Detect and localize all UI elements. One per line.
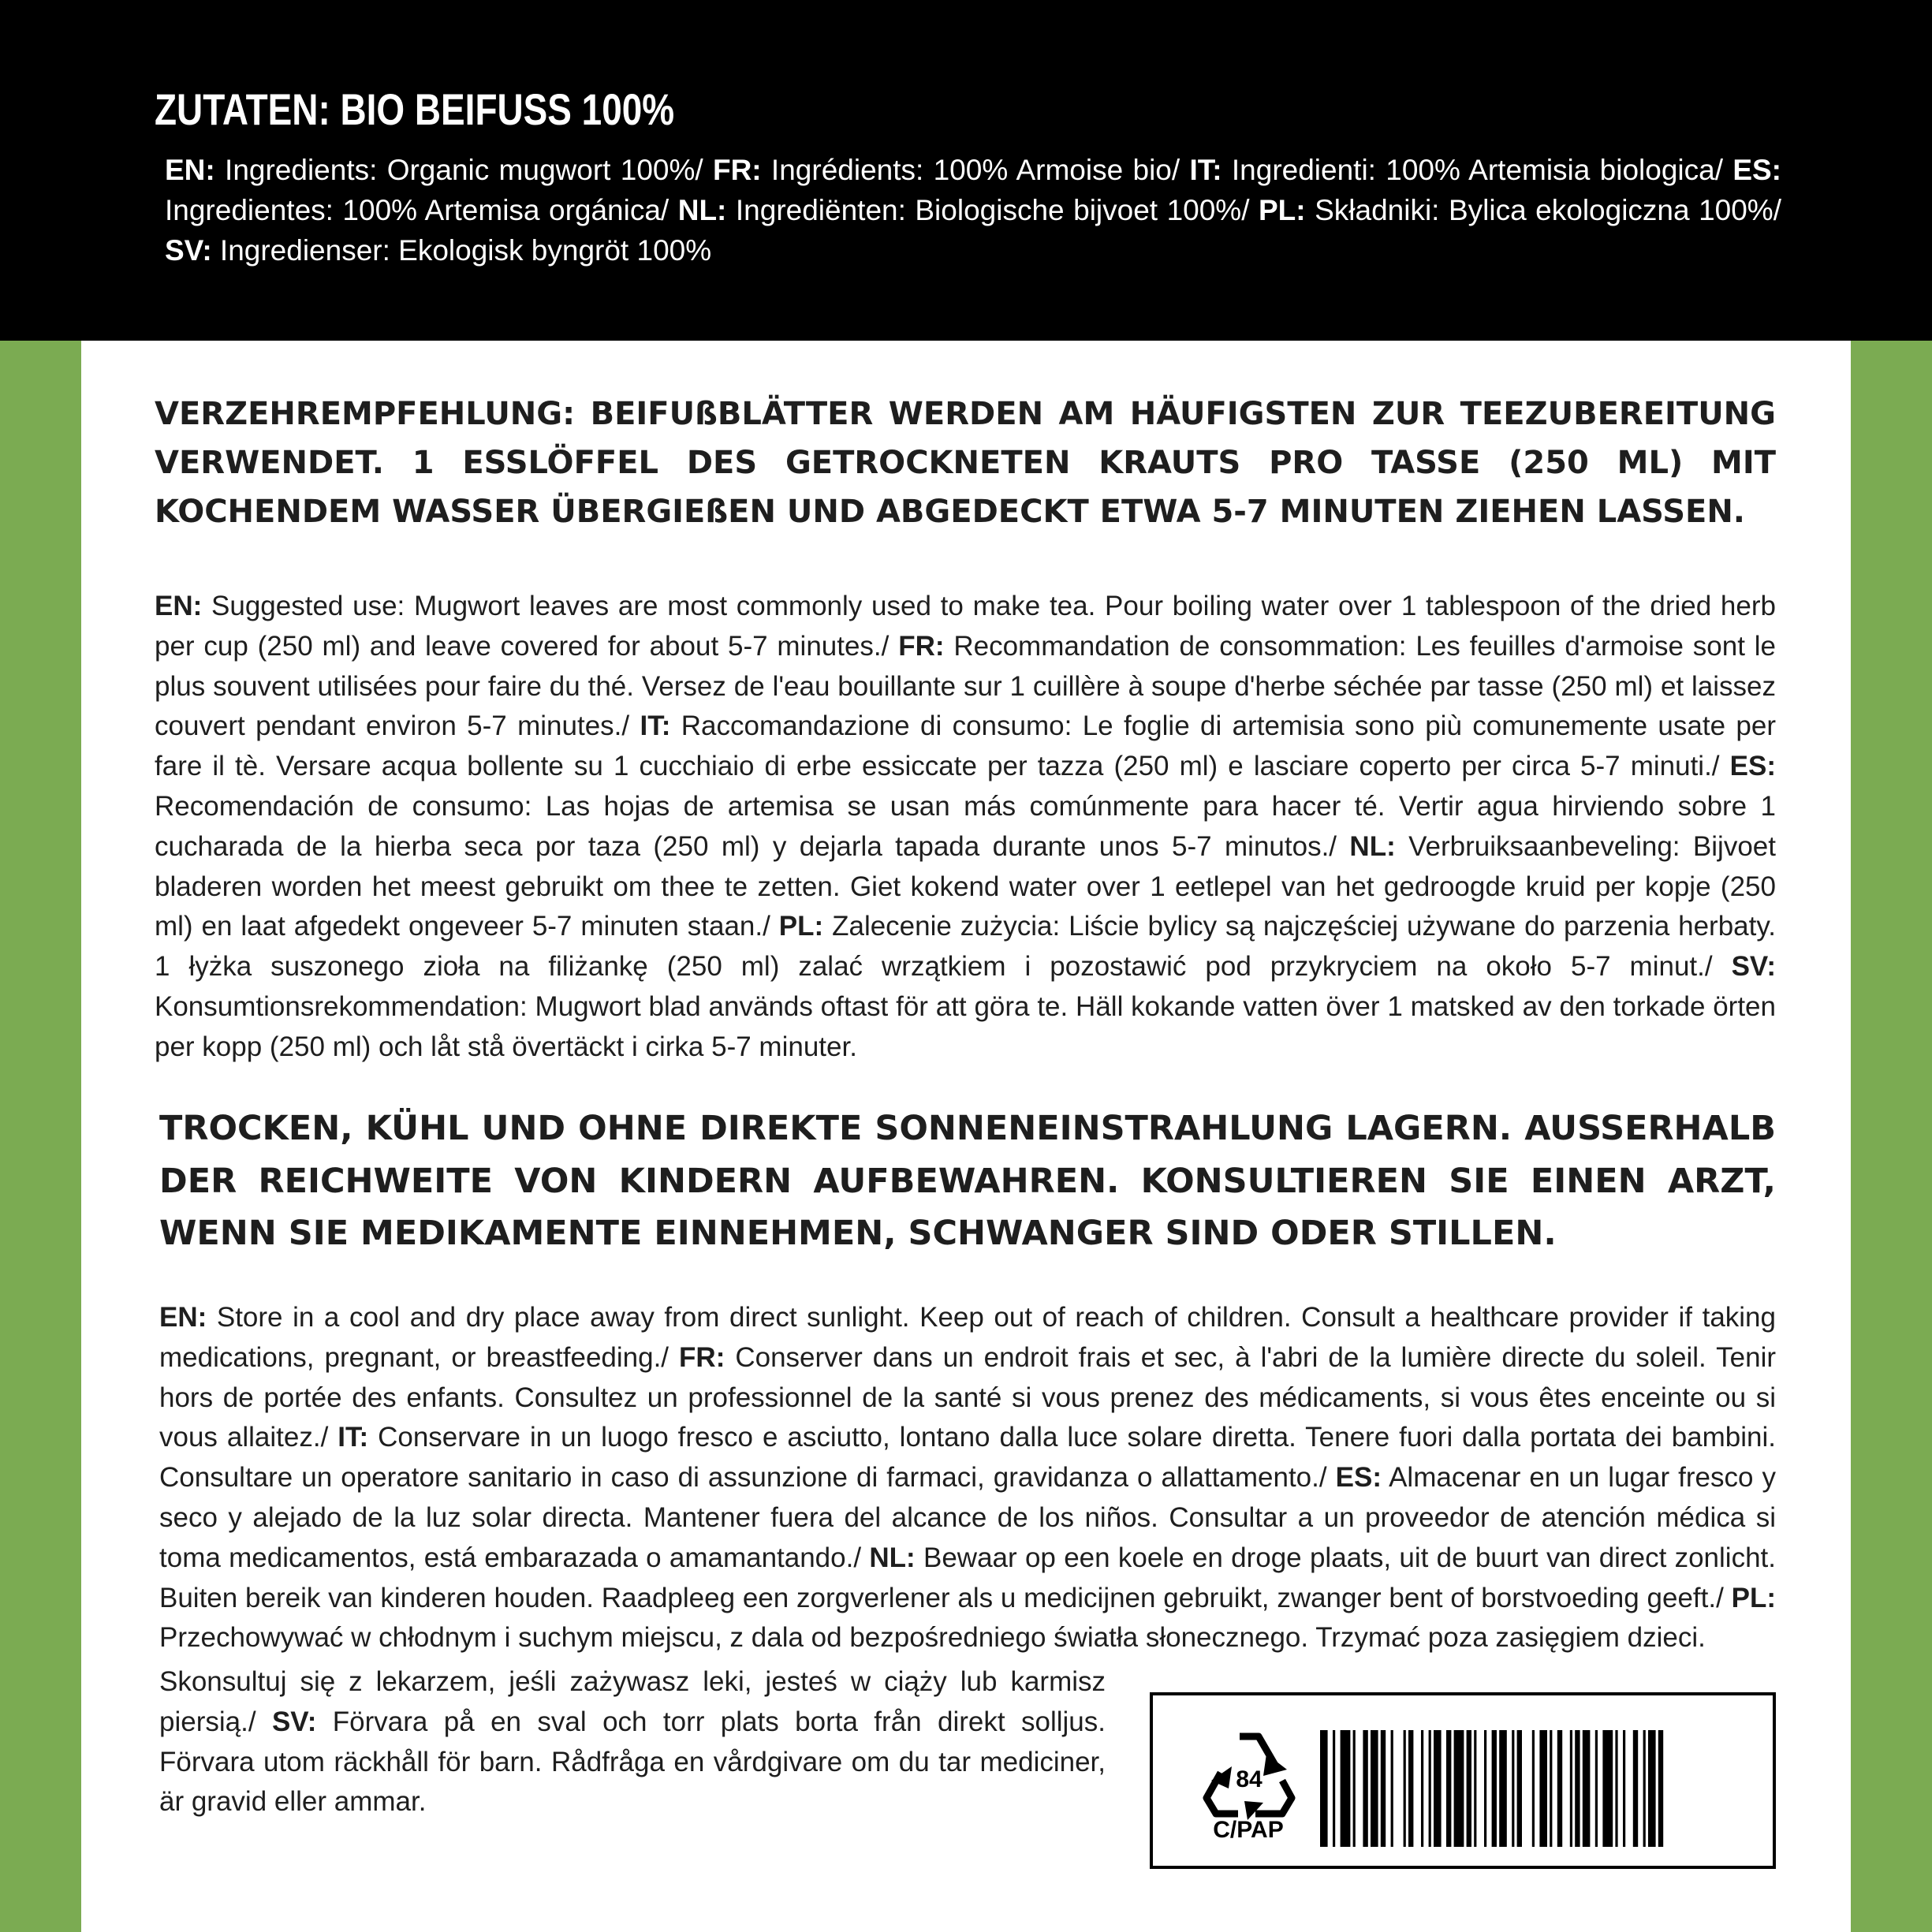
lang-code-es: ES: <box>1335 1462 1382 1494</box>
barcode-bar <box>1557 1730 1562 1847</box>
lang-code-it: IT: <box>640 711 671 742</box>
ingredients-nl: Ingrediënten: Biologische bijvoet 100%/ <box>726 194 1259 226</box>
barcode-bar <box>1429 1730 1431 1847</box>
barcode-bar <box>1623 1730 1625 1847</box>
barcode-bar <box>1434 1730 1442 1847</box>
barcode-bar <box>1648 1730 1656 1847</box>
usage-it: Raccomandazione di consumo: Le foglie di artemisia sono più comunemente usate per fare il tè. Versare acqua bollente su 1 cucchiaio di erbe essiccate per tazza (250 ml) e lasciare coperto per circa 5-7 minuti./ <box>155 711 1777 782</box>
storage-es: Almacenar en un lugar fresco y seco y alejado de la luz solar directa. Mantener fuera del alcance de los niños. Consultar a un proveedor de atención médica si toma medicamentos, está embarazada o amamantando./ <box>159 1462 1776 1573</box>
barcode-bar <box>1492 1730 1497 1847</box>
storage-en: Store in a cool and dry place away from direct sunlight. Keep out of reach of children. Consult a healthcare provider if taking medications, pregnant, or breastfeeding./ <box>159 1302 1776 1373</box>
lang-code-es: ES: <box>1732 154 1781 186</box>
ingredients-band <box>0 0 1932 341</box>
ingredients-title: ZUTATEN: BIO BEIFUSS 100% <box>155 84 675 134</box>
usage-nl: Verbruiksaanbeveling: Bijvoet bladeren worden het meest gebruikt om thee te zetten. Giet kokend water over 1 eetlepel van het gedroogde kruid per kopje (250 ml) en laat afgedekt ongeveer 5-7 minuten staan./ <box>155 830 1776 942</box>
ingredients-sv: Ingredienser: Ekologisk byngröt 100% <box>211 234 712 267</box>
barcode-bar <box>1570 1730 1572 1847</box>
barcode-icon <box>1320 1730 1759 1847</box>
barcode-bar <box>1595 1730 1598 1847</box>
storage-nl: Bewaar op een koele en droge plaats, uit de buurt van direct zonlicht. Buiten bereik van kinderen houden. Raadpleeg een zorgverlener als u medicijnen gebruikt, zwanger bent of borstvoeding geeft./ <box>159 1542 1776 1613</box>
usage-heading: VERZEHREMPFEHLUNG: BEIFUßBLÄTTER WERDEN AM HÄUFIGSTEN ZUR TEEZUBEREITUNG VERWENDET. 1 ESSLÖFFEL DES GETROCKNETEN KRAUTS PRO TASSE (250 ML) MIT KOCHENDEM WASSER ÜBERGIEßEN UND ABGEDECKT ETWA 5-7 MINUTEN ZIEHEN LASSEN. <box>155 396 1776 530</box>
usage-sv: Konsumtionsrekommendation: Mugwort blad används oftast för att göra te. Häll kokande vatten över 1 matsked av den torkade örten per kopp (250 ml) och låt stå övertäckt i cirka 5-7 minuter. <box>155 990 1776 1062</box>
lang-code-pl: PL: <box>778 911 824 942</box>
barcode-bar <box>1391 1730 1393 1847</box>
recycle-label: C/PAP <box>1213 1817 1284 1843</box>
ingredients-translations <box>165 150 1781 270</box>
barcode-bar <box>1371 1730 1378 1847</box>
lang-code-sv: SV: <box>1731 951 1776 983</box>
packaging-code-box <box>1150 1692 1776 1869</box>
usage-pl: Zalecenie zużycia: Liście bylicy są najczęściej używane do parzenia herbaty. 1 łyżka suszonego zioła na filiżankę (250 ml) zalać wrzątkiem i pozostawić pod przykryciem na około 5-7 minut./ <box>155 911 1776 983</box>
lang-code-es: ES: <box>1729 751 1776 782</box>
usage-translations <box>155 587 1776 1068</box>
barcode-bar <box>1421 1730 1423 1847</box>
lang-code-nl: NL: <box>677 194 727 226</box>
lang-code-pl: PL: <box>1259 194 1306 226</box>
barcode-bar <box>1341 1730 1351 1847</box>
lang-code-pl: PL: <box>1731 1582 1776 1613</box>
barcode-bar <box>1583 1730 1591 1847</box>
barcode-bar <box>1320 1730 1328 1847</box>
recycle-number: 84 <box>1236 1766 1263 1792</box>
lang-code-en: EN: <box>159 1302 207 1333</box>
barcode-bar <box>1575 1730 1580 1847</box>
barcode-bar <box>1408 1730 1413 1847</box>
barcode-bar <box>1615 1730 1617 1847</box>
barcode-bar <box>1499 1730 1507 1847</box>
barcode-bar <box>1467 1730 1471 1847</box>
barcode-bar <box>1474 1730 1476 1847</box>
lang-code-en: EN: <box>155 591 203 621</box>
barcode-bar <box>1512 1730 1514 1847</box>
storage-heading: TROCKEN, KÜHL UND OHNE DIREKTE SONNENEINSTRAHLUNG LAGERN. AUSSERHALB DER REICHWEITE VON KINDERN AUFBEWAHREN. KONSULTIEREN SIE EINEN ARZT, WENN SIE MEDIKAMENTE EINNEHMEN, SCHWANGER SIND ODER STILLEN. <box>159 1109 1776 1254</box>
storage-translations <box>159 1298 1776 1658</box>
lang-code-it: IT: <box>338 1422 369 1453</box>
storage-sv: Förvara på en sval och torr plats borta från direkt solljus. Förvara utom räckhåll för barn. Rådfråga en vårdgivare om du tar mediciner, är gravid eller ammar. <box>159 1706 1106 1818</box>
lang-code-sv: SV: <box>271 1706 317 1737</box>
usage-es: Recomendación de consumo: Las hojas de artemisa se usan más comúnmente para hacer té. Vertir agua hirviendo sobre 1 cucharada de la hierba seca por taza (250 ml) y dejarla tapada durante unos 5-7 minutos./ <box>155 790 1776 862</box>
usage-en: Suggested use: Mugwort leaves are most commonly used to make tea. Pour boiling water over 1 tablespoon of the dried herb per cup (250 ml) and leave covered for about 5-7 minutes./ <box>155 591 1776 662</box>
storage-it: Conservare in un luogo fresco e asciutto, lontano dalla luce solare diretta. Tenere fuori dalla portata dei bambini. Consultare un operatore sanitario in caso di assunzione di farmaci, gravidanza o allattamento./ <box>159 1422 1776 1494</box>
usage-fr: Recommandation de consommation: Les feuilles d'armoise sont le plus souvent utilisées pour faire du thé. Versez de l'eau bouillante sur 1 cuillère à soupe d'herbe séchée par tasse (250 ml) et laissez couvert pendant environ 5-7 minutes./ <box>155 630 1776 742</box>
lang-code-en: EN: <box>165 154 215 186</box>
barcode-bar <box>1404 1730 1406 1847</box>
lang-code-sv: SV: <box>165 234 212 267</box>
storage-translations-tail <box>159 1662 1106 1822</box>
ingredients-en: Ingredients: Organic mugwort 100%/ <box>214 154 713 186</box>
storage-pl-tail: Skonsultuj się z lekarzem, jeśli zażywasz leki, jesteś w ciąży lub karmisz piersią./ <box>159 1666 1106 1737</box>
lang-code-fr: FR: <box>712 154 762 186</box>
barcode-bar <box>1517 1730 1522 1847</box>
barcode-bar <box>1532 1730 1535 1847</box>
barcode-bar <box>1602 1730 1613 1847</box>
barcode-bar <box>1658 1730 1663 1847</box>
ingredients-it: Ingredienti: 100% Artemisia biologica/ <box>1221 154 1733 186</box>
ingredients-fr: Ingrédients: 100% Armoise bio/ <box>761 154 1190 186</box>
barcode-bar <box>1633 1730 1638 1847</box>
barcode-bar <box>1333 1730 1335 1847</box>
barcode-bar <box>1363 1730 1367 1847</box>
recycle-icon <box>1194 1719 1304 1829</box>
storage-pl: Przechowywać w chłodnym i suchym miejscu, z dala od bezpośredniego światła słonecznego. Trzymać poza zasięgiem dzieci. <box>159 1622 1706 1654</box>
lang-code-fr: FR: <box>679 1341 725 1373</box>
ingredients-es: Ingredientes: 100% Artemisa orgánica/ <box>165 194 678 226</box>
barcode-bar <box>1446 1730 1451 1847</box>
lang-code-nl: NL: <box>869 1542 916 1573</box>
lang-code-nl: NL: <box>1349 830 1396 862</box>
barcode-bar <box>1643 1730 1646 1847</box>
barcode-bar <box>1353 1730 1356 1847</box>
storage-fr: Conserver dans un endroit frais et sec, à l'abri de la lumière directe du soleil. Tenir hors de portée des enfants. Consultez un professionnel de la santé si vous prenez des médicaments, si vous êtes enceinte ou si vous allaitez./ <box>159 1341 1776 1453</box>
ingredients-pl: Składniki: Bylica ekologiczna 100%/ <box>1305 194 1781 226</box>
barcode-bar <box>1454 1730 1464 1847</box>
barcode-bar <box>1550 1730 1552 1847</box>
barcode-bar <box>1539 1730 1547 1847</box>
lang-code-it: IT: <box>1189 154 1222 186</box>
barcode-bar <box>1381 1730 1386 1847</box>
lang-code-fr: FR: <box>898 630 945 662</box>
barcode-bar <box>1484 1730 1486 1847</box>
